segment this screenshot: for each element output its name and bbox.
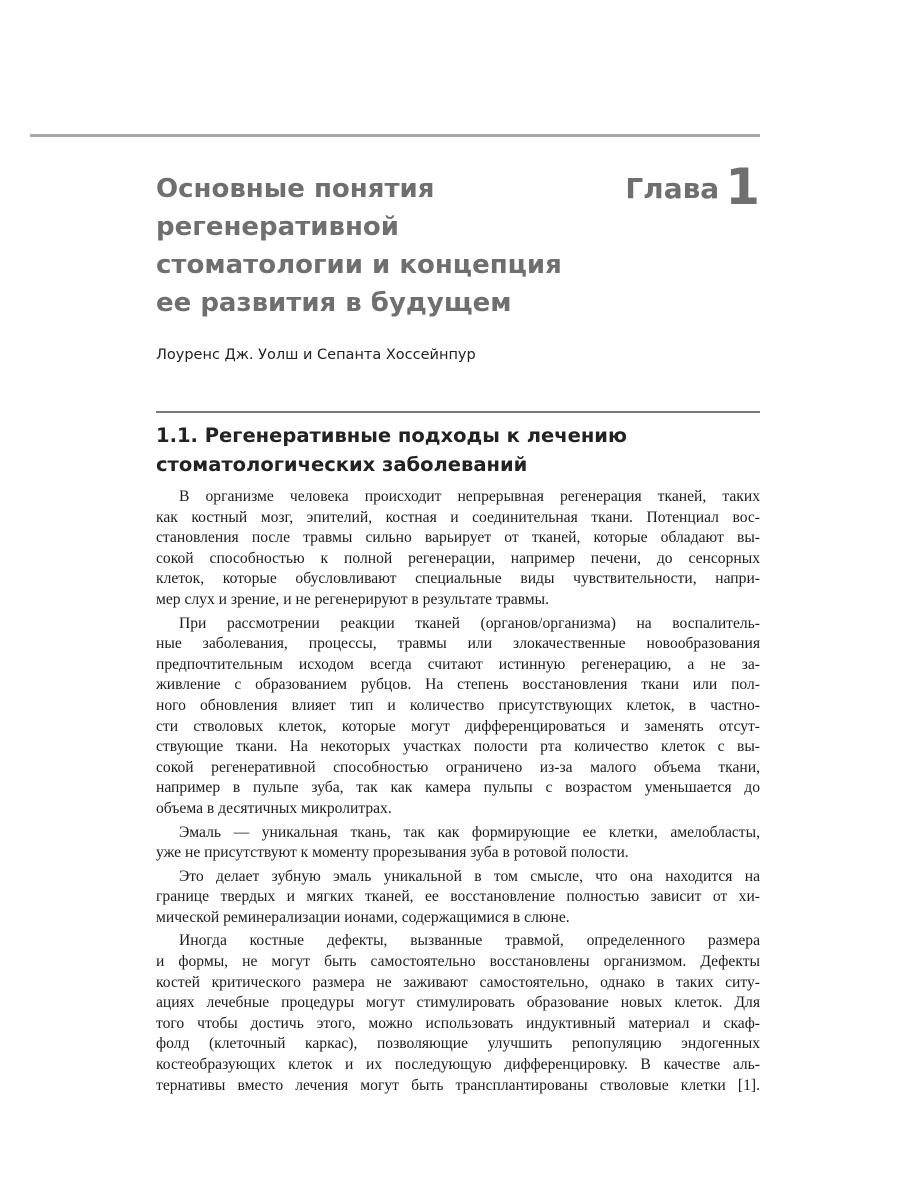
paragraph-line: Эмаль — уникальная ткань, так как формирующие ее клетки, амелобласты, bbox=[179, 823, 760, 841]
paragraph-line: фолд (клеточный каркас), позволяющие улучшить репопуляцию эндогенных bbox=[156, 1035, 760, 1053]
paragraph-line: объема в десятичных микролитрах. bbox=[156, 799, 392, 817]
chapter-title bbox=[156, 170, 616, 322]
chapter-number: 1 bbox=[725, 158, 760, 216]
paragraph-line: костей критического размера не заживают самостоятельно, однако в таких ситу- bbox=[156, 973, 760, 991]
paragraph-line: мической реминерализации ионами, содержащимися в слюне. bbox=[156, 908, 570, 926]
section-heading-line: стоматологических заболеваний bbox=[156, 453, 528, 476]
paragraph-line: ного обновления влияет тип и количество присутствующих клеток, в частно- bbox=[156, 696, 760, 714]
chapter-title-line: регенеративной bbox=[156, 212, 400, 242]
chapter-title-line: стоматологии и концепция bbox=[156, 250, 562, 280]
paragraph-line: ные заболевания, процессы, травмы или злокачественные новообразования bbox=[156, 635, 760, 653]
paragraph-line: сокой регенеративной способностью ограничено из-за малого объема ткани, bbox=[156, 758, 760, 776]
paragraph-line: того чтобы достичь этого, можно использовать индуктивный материал и скаф- bbox=[156, 1014, 760, 1032]
paragraph bbox=[156, 867, 760, 929]
paragraph-line: живление с образованием рубцов. На степень восстановления ткани или пол- bbox=[156, 676, 760, 694]
chapter-title-line: ее развития в будущем bbox=[156, 288, 512, 318]
paragraph-line: предпочтительным исходом всегда считают истинную регенерацию, а не за- bbox=[156, 655, 760, 673]
paragraph-line: уже не присутствуют к моменту прорезывания зуба в ротовой полости. bbox=[156, 844, 629, 862]
paragraph-line: мер слух и зрение, и не регенерируют в результате травмы. bbox=[156, 590, 550, 608]
chapter-authors: Лоуренс Дж. Уолш и Сепанта Хоссейнпур bbox=[156, 347, 476, 363]
chapter-label bbox=[625, 158, 760, 216]
paragraph-line: Иногда костные дефекты, вызванные травмой, определенного размера bbox=[179, 932, 760, 950]
body-text bbox=[156, 487, 760, 1099]
chapter-label-word: Глава bbox=[625, 172, 720, 205]
section-heading-line: 1.1. Регенеративные подходы к лечению bbox=[156, 424, 627, 447]
section-rule bbox=[156, 411, 760, 413]
paragraph bbox=[156, 931, 760, 1096]
chapter-title-line: Основные понятия bbox=[156, 174, 435, 204]
chapter-top-rule bbox=[30, 134, 760, 137]
paragraph-line: сти стволовых клеток, которые могут дифференцироваться и заменять отсут- bbox=[156, 717, 760, 735]
paragraph bbox=[156, 823, 760, 864]
paragraph-line: Это делает зубную эмаль уникальной в том смысле, что она находится на bbox=[179, 867, 760, 885]
paragraph-line: например в пульпе зуба, так как камера пульпы с возрастом уменьшается до bbox=[156, 779, 760, 797]
paragraph-line: границе твердых и мягких тканей, ее восстановление полностью зависит от хи- bbox=[156, 888, 760, 906]
paragraph-line: клеток, которые обусловливают специальные виды чувствительности, напри- bbox=[156, 570, 760, 588]
paragraph-line: как костный мозг, эпителий, костная и соединительная ткани. Потенциал вос- bbox=[156, 508, 760, 526]
paragraph-line: ствующие ткани. На некоторых участках полости рта количество клеток с вы- bbox=[156, 738, 760, 756]
paragraph bbox=[156, 487, 760, 611]
paragraph-line: костеобразующих клеток и их последующую дифференцировку. В качестве аль- bbox=[156, 1056, 760, 1074]
paragraph-line: сокой способностью к полной регенерации, например печени, до сенсорных bbox=[156, 549, 760, 567]
paragraph-line: и формы, не могут быть самостоятельно восстановлены организмом. Дефекты bbox=[156, 953, 760, 971]
section-heading bbox=[156, 421, 760, 479]
paragraph bbox=[156, 614, 760, 820]
paragraph-line: становления после травмы сильно варьирует от тканей, которые обладают вы- bbox=[156, 529, 760, 547]
paragraph-line: ациях лечебные процедуры могут стимулировать образование новых клеток. Для bbox=[156, 994, 760, 1012]
paragraph-line: При рассмотрении реакции тканей (органов/организма) на воспалитель- bbox=[179, 614, 760, 632]
paragraph-line: В организме человека происходит непрерывная регенерация тканей, таких bbox=[179, 488, 760, 505]
paragraph-line: тернативы вместо лечения могут быть трансплантированы стволовые клетки [1]. bbox=[156, 1076, 760, 1094]
